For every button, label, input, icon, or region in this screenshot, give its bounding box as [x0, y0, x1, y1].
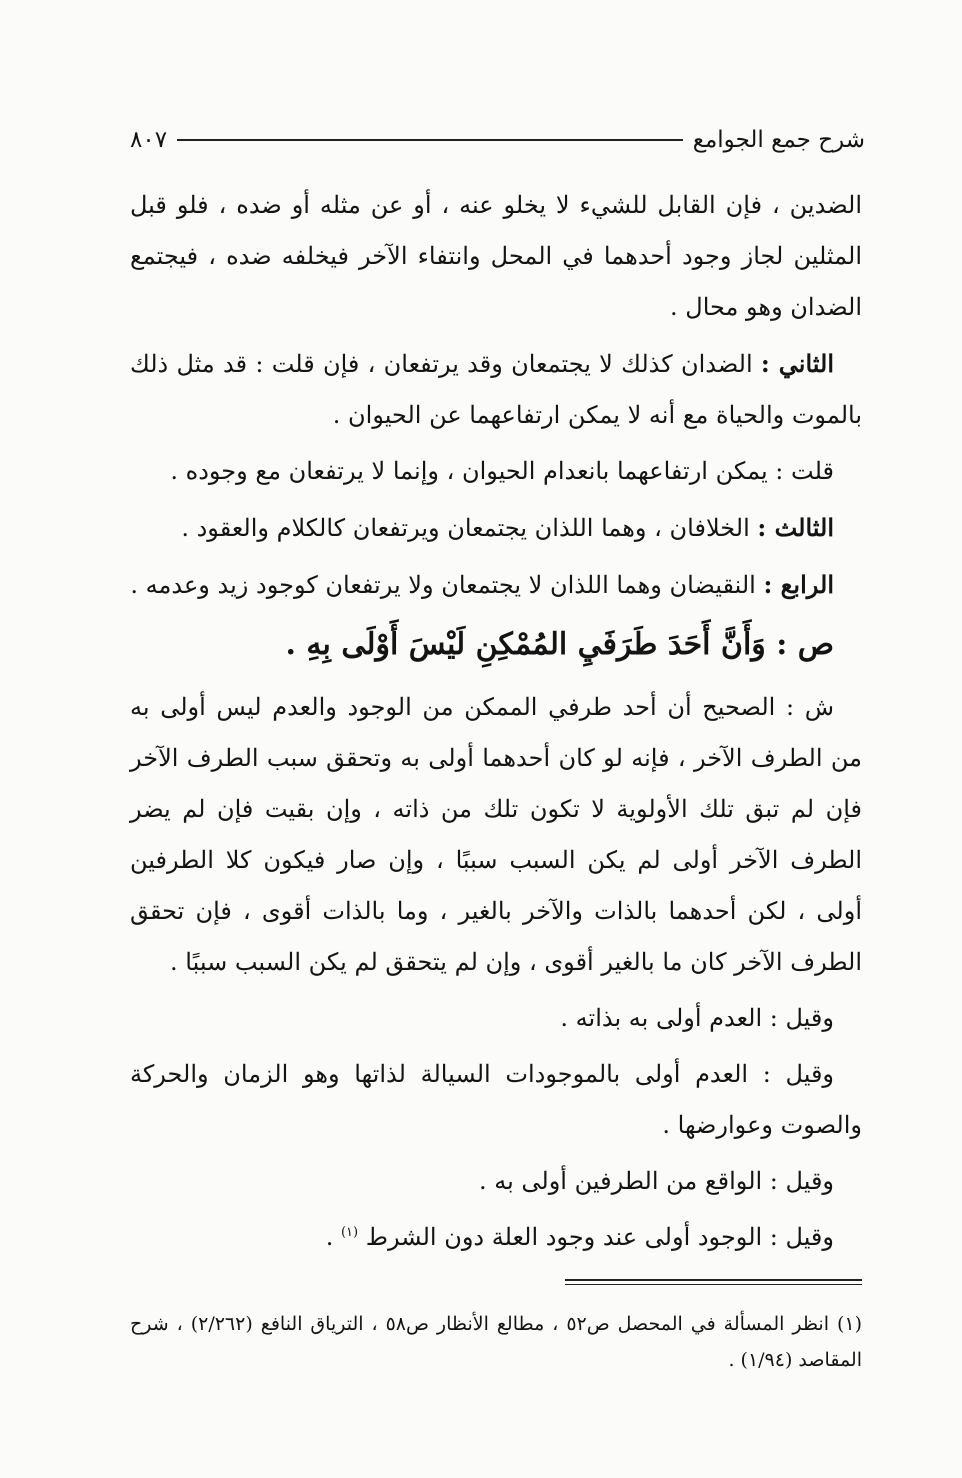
paragraph-text: وقيل : الوجود أولى عند وجود العلة دون الشرط — [365, 1223, 834, 1251]
page-number: ٨٠٧ — [130, 127, 168, 153]
paragraph-lead: الرابع : — [763, 570, 834, 599]
paragraph-text: الخلافان ، وهما اللذان يجتمعان ويرتفعان كالكلام والعقود . — [181, 514, 758, 542]
footnotes — [130, 1306, 862, 1378]
paragraph: الضدين ، فإن القابل للشيء لا يخلو عنه ، أو عن مثله أو ضده ، فلو قبل المثلين لجاز وجود أحدهما في المحل وانتفاء الآخر فيخلفه ضده ، فيجتمع الضدان وهو محال . — [130, 191, 862, 321]
footnote-text: (١) انظر المسألة في المحصل ص٥٢ ، مطالع الأنظار ص٥٨ ، الترياق النافع (٢/٢٦٢) ، شرح المقاصد (١/٩٤) . — [130, 1313, 863, 1371]
running-header — [130, 120, 865, 160]
footnote-separator — [565, 1279, 862, 1285]
paragraph-text: الضدان كذلك لا يجتمعان وقد يرتفعان ، فإن قلت : قد مثل ذلك بالموت والحياة مع أنه لا يمكن ارتفاعهما عن الحيوان . — [130, 350, 862, 429]
matn-text: ص : وَأَنَّ أَحَدَ طَرَفَيِ المُمْكِنِ لَيْسَ أَوْلَى بِهِ . — [285, 627, 834, 662]
paragraph-end: . — [325, 1223, 341, 1251]
paragraph — [130, 338, 862, 441]
paragraph: قلت : يمكن ارتفاعهما بانعدام الحيوان ، وإنما لا يرتفعان مع وجوده . — [170, 457, 834, 485]
paragraph-text: النقيضان وهما اللذان لا يجتمعان ولا يرتفعان كوجود زيد وعدمه . — [130, 571, 764, 599]
paragraph: وقيل : الواقع من الطرفين أولى به . — [478, 1167, 834, 1195]
paragraph-lead: الثاني : — [760, 349, 834, 378]
paragraph — [130, 1212, 862, 1263]
paragraph: ش : الصحيح أن أحد طرفي الممكن من الوجود والعدم ليس أولى به من الطرف الآخر ، فإنه لو كان أحدهما أولى به وتحقق سبب الطرف الآخر فإن لم تبق تلك الأولوية لا تكون تلك من ذاته ، وإن بقيت فإن لم يضر الطرف الآخر أولى لم يكن السبب سببًا ، وإن صار فيكون كلا الطرفين أولى ، لكن أحدهما بالذات والآخر بالغير ، وما بالذات أقوى ، فإن تحقق الطرف الآخر كان ما بالغير أقوى ، وإن لم يتحقق لم يكن السبب سببًا . — [130, 693, 862, 976]
main-text — [130, 180, 862, 1268]
paragraph: وقيل : العدم أولى به بذاته . — [560, 1004, 834, 1032]
paragraph-lead: الثالث : — [757, 513, 834, 542]
header-rule — [177, 139, 683, 141]
paragraph: وقيل : العدم أولى بالموجودات السيالة لذاتها وهو الزمان والحركة والصوت وعوارضها . — [130, 1060, 862, 1139]
footnote-ref[interactable]: (١) — [340, 1225, 359, 1240]
paragraph — [130, 502, 862, 554]
running-title: شرح جمع الجوامع — [692, 127, 865, 153]
paragraph — [130, 559, 862, 611]
